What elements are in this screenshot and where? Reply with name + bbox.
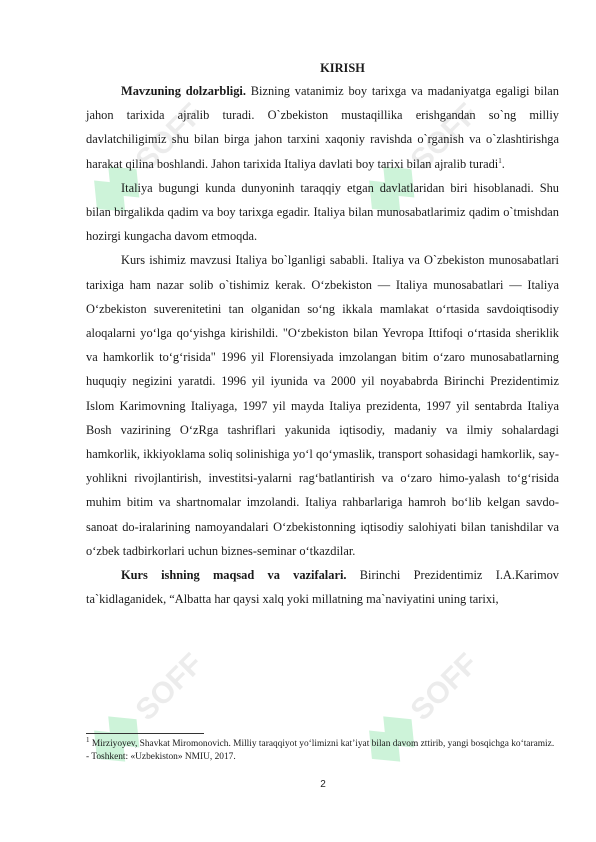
svg-text:SOFF: SOFF <box>404 97 485 178</box>
svg-text:SOFF: SOFF <box>129 97 210 178</box>
footnote-reference[interactable]: 1 <box>498 156 502 165</box>
paragraph-text: Birinchi Prezidentimiz I.A.Karimov ta`kidlaganidek, “Albatta har qaysi xalq yoki millatning ma`naviyatini uning tarixi, <box>86 568 560 607</box>
paragraph-text-end: . <box>501 156 505 171</box>
document-body <box>86 57 559 611</box>
paragraph-lead-bold: Kurs ishning maqsad va vazifalari. <box>121 568 347 583</box>
page-number: 2 <box>320 779 326 790</box>
soff-logo-watermark <box>345 640 495 790</box>
paragraph-goals <box>86 563 559 611</box>
footnote-mark: 1 <box>86 735 90 744</box>
paragraph-relations: Kurs ishimiz mavzusi Italiya bo`lganligi sababli. Italiya va O`zbekiston munosabatlari tarixiga ham nazar solib o`tishimiz kerak. O‘zbekiston — Italiya munosabatlari — Italiya O‘zbekiston suverenitetini tan olganidan so‘ng ikkala mamlakat o‘rtasida savdoiqtisodiy aloqalarni yo‘lga qo‘yishga kirishildi. "O‘zbekiston bilan Yevropa Ittifoqi o‘rtasida sheriklik va hamkorlik to‘g‘risida" 1996 yil Florensiyada imzolangan bitim o‘zaro munosabatlarning huquqiy negizini yaratdi. 1996 yil iyunida va 2000 yil noyababrda Birinchi Prezidentimiz Islom Karimovning Italiyaga, 1997 yil mayda Italiya prezidenta, 1997 yil sentabrda Italiya Bosh vazirining O‘zRga tashriflari yakunida iqtisodiy, madaniy va ilmiy sohalardagi hamkorlik, ikkiyoklama soliq solinishiga yo‘l qo‘ymaslik, transport sohasidagi hamkorlik, say-yohlikni rivojlantirish, investitsi-yalarni rag‘batlantirish va o‘zaro himo-yalash to‘g‘risida muhim bitim va shartnomalar imzolandi. Italiya rahbarlariga hamroh bo‘lib kelgan savdo-sanoat do-iralarining namoyandalari O‘zbekistonning iqtisodiy salohiyati bilan tanishdilar va o‘zbek tadbirkorlari uchun biznes-seminar o‘tkazdilar. <box>86 253 559 558</box>
paragraph-italy: Italiya bugungi kunda dunyoninh taraqqiy etgan davlatlaridan biri hisoblanadi. Shu bilan birgalikda qadim va boy tarixga egadir. Italiya bilan munosabatlarimiz qadim o`tmishdan hozirgi kungacha davom etmoqda. <box>86 180 559 244</box>
footnote-text: Mirziyoyev, Shavkat Miromonovich. Milliy taraqqiyot yo‘limizni kat’iyat bilan davom zttirib, yangi bosqichga ko‘taramiz. - Toshkent: «Uzbekiston» NMIU, 2017. <box>86 739 555 762</box>
footnote <box>86 735 559 763</box>
paragraph-lead-bold: Mavzuning dolzarbligi. <box>121 84 246 98</box>
soff-logo-watermark <box>70 640 220 790</box>
footnote-separator <box>86 733 204 734</box>
svg-text:SOFF: SOFF <box>404 647 485 728</box>
paragraph-text: Bizning vatanimiz boy tarixga va madaniyatga egaligi bilan jahon tarixida ajralib turadi. O`zbekiston mustaqillika erishgandan so`ng milliy davlatchiligimiz shu bilan birga jahon tarxini xaqoniy ravishda o`rganish va o`zlashtirishga harakat qilina boshlandi. Jahon tarixida Italiya davlati boy tarixi bilan ajralib turadi <box>86 84 559 171</box>
paragraph-relevance <box>86 79 559 176</box>
svg-text:SOFF: SOFF <box>129 647 210 728</box>
section-heading: KIRISH <box>320 61 365 75</box>
